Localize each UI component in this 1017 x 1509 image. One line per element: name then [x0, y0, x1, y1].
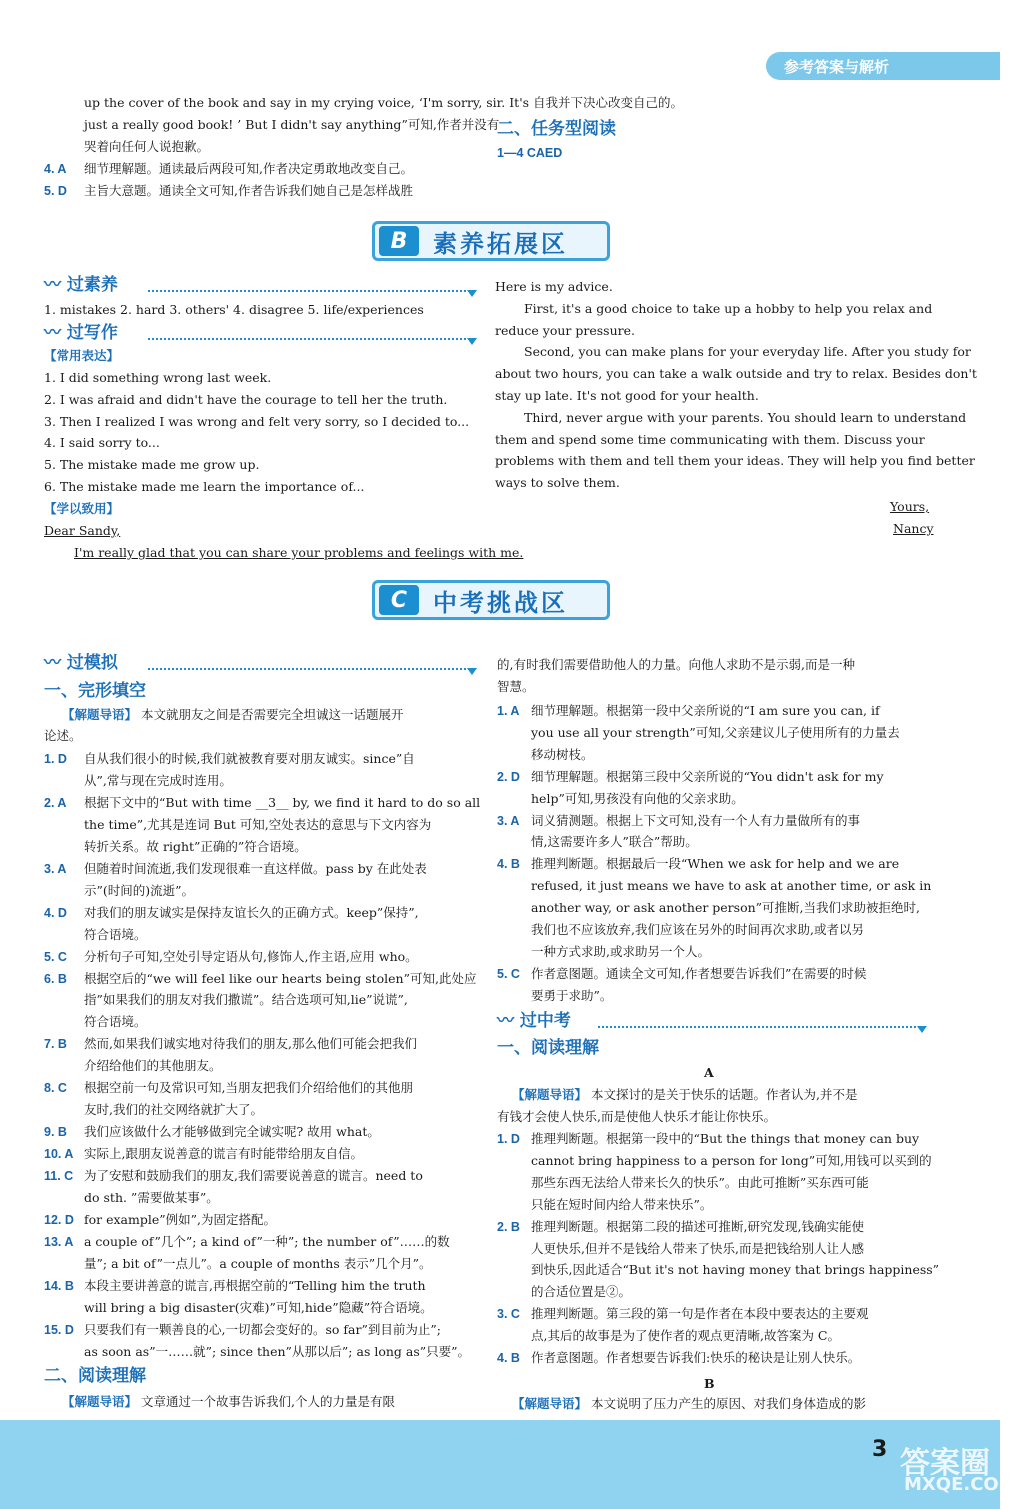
letter-line: reduce your pressure.	[495, 322, 635, 338]
guide-b: 【解题导语】 本文说明了压力产生的原因、对我们身体造成的影	[512, 1396, 867, 1411]
letter-closing: Yours,	[890, 499, 930, 514]
common-expression: 3. Then I realized I was wrong and felt very sorry, so I decided to...	[44, 413, 470, 429]
chevron-down-icon	[467, 338, 477, 345]
answer-line: 转折关系。故 right”正确的”符合语境。	[84, 838, 307, 854]
top-right-cont: 自我并下决心改变自己的。	[533, 95, 684, 110]
banner-c-letter: C	[379, 585, 419, 615]
answer-line: another way, or ask another person”可推断,当我们求助被拒绝时,	[531, 900, 920, 916]
answer-line: the time”,尤其是连词 But 可知,空处表达的意思与下文内容为	[84, 816, 432, 832]
chevron-down-icon	[467, 668, 477, 675]
common-expression: 2. I was afraid and didn't have the courage to tell her the truth.	[44, 391, 448, 407]
answer-number: 6. B	[44, 971, 67, 986]
answer-line: 哭着向任何人说抱歉。	[84, 139, 210, 154]
divider	[148, 290, 474, 292]
section-reading-zk: 一、阅读理解	[497, 1038, 599, 1058]
answer-number: 3. A	[497, 813, 520, 828]
answer-line: 我们应该做什么才能够做到完全诚实呢? 故用 what。	[84, 1124, 380, 1140]
letter-line: about two hours, you can take a walk outside and try to relax. Besides don't	[495, 366, 977, 382]
answer-line: 符合语境。	[84, 1014, 147, 1030]
letter-line: stay up late. It's not good for your health.	[495, 388, 759, 403]
guide-cloze-2: 论述。	[44, 728, 82, 743]
answer-line: a couple of”几个”; a kind of”一种”; the number of”……的数	[84, 1233, 450, 1249]
answer-number: 12. D	[44, 1212, 74, 1227]
answer-line: do sth. ”需要做某事”。	[84, 1190, 219, 1205]
answer-number: 5. D	[44, 184, 67, 198]
section-task-reading: 二、任务型阅读	[497, 119, 616, 139]
divider	[148, 668, 474, 670]
common-expression: 1. I did something wrong last week.	[44, 370, 272, 385]
answer-line: 细节理解题。根据第三段中父亲所说的“You didn't ask for my	[531, 768, 884, 784]
answer-line: 推理判断题。第三段的第一句是作者在本段中要表达的主要观	[531, 1306, 869, 1322]
watermark-url: MXQE.COM	[904, 1474, 1017, 1495]
watermark-logo: 答案圈	[900, 1446, 990, 1481]
answer-line: 移动树枝。	[531, 746, 594, 762]
part-b: B	[704, 1376, 715, 1391]
guo-xiezuo-title: 〰 过写作	[44, 323, 118, 343]
answer-line: will bring a big disaster(灾难)”可知,hide”隐藏”符合语境。	[84, 1299, 433, 1315]
letter-line: problems with them and tell them your ideas. They will help you find better	[495, 453, 975, 469]
section-cloze: 一、完形填空	[44, 681, 146, 701]
banner-c-text: 中考挑战区	[433, 588, 568, 617]
answer-line: just a really good book! ’ But I didn't say anything”可知,作者并没有	[84, 117, 500, 132]
guo-suyang-title: 〰 过素养	[44, 275, 118, 295]
answer-line: 只要我们有一颗善良的心,一切都会变好的。so far”到目前为止”;	[84, 1321, 441, 1337]
answer-line: cannot bring happiness to a person for long”可知,用钱可以买到的	[531, 1152, 932, 1168]
answer-number: 15. D	[44, 1322, 74, 1337]
answer-number: 2. B	[497, 1219, 520, 1234]
guide-cloze: 【解题导语】 本文就朋友之间是否需要完全坦诚这一话题展开	[62, 707, 404, 722]
answer-number: 9. B	[44, 1125, 67, 1140]
common-expression: 6. The mistake made me learn the importance of...	[44, 479, 365, 494]
page-number: 3	[872, 1437, 888, 1462]
letter-line: First, it's a good choice to take up a hobby to help you relax and	[524, 300, 933, 316]
letter-line: Second, you can make plans for your everyday life. After you study for	[524, 344, 971, 360]
suyang-answers: 1. mistakes 2. hard 3. others' 4. disagree 5. life/experiences	[44, 302, 424, 317]
answer-line: as soon as”一……就”; since then”从那以后”; as long as”只要”。	[84, 1343, 471, 1359]
banner-b-letter: B	[379, 226, 419, 256]
answer-number: 2. A	[44, 795, 67, 810]
answer-line: 推理判断题。根据第二段的描述可推断,研究发现,钱确实能使	[531, 1218, 864, 1234]
letter-salutation: Dear Sandy,	[44, 523, 121, 538]
answer-number: 5. C	[497, 966, 520, 981]
answer-line: 根据空后的“we will feel like our hearts being stolen”可知,此处应	[84, 970, 477, 986]
answer-line: 根据空前一句及常识可知,当朋友把我们介绍给他们的其他朋	[84, 1080, 413, 1096]
letter-first-line: I'm really glad that you can share your problems and feelings with me.	[74, 545, 524, 560]
answer-number: 5. C	[44, 949, 67, 964]
section-reading: 二、阅读理解	[44, 1366, 146, 1386]
guo-zhongkao-title: 〰 过中考	[497, 1011, 571, 1031]
header-tag: 参考答案与解析	[784, 58, 890, 76]
answer-number: 4. A	[44, 162, 67, 176]
letter-sign: Nancy	[893, 521, 934, 536]
tag-common-expr: 【常用表达】	[44, 348, 120, 363]
answer-line: 介绍给他们的其他朋友。	[84, 1058, 222, 1074]
header-tag-bar	[766, 52, 1000, 80]
answer-line: 符合语境。	[84, 926, 147, 942]
answer-line: 那些东西无法给人带来长久的快乐”。由此可推断”买东西可能	[531, 1174, 869, 1190]
answer-line: 友时,我们的社交网络就扩大了。	[84, 1102, 263, 1118]
answer-number: 4. B	[497, 857, 520, 872]
answer-line: 作者意图题。作者想要告诉我们:快乐的秘诀是让别人快乐。	[531, 1350, 861, 1365]
divider	[148, 338, 474, 340]
answer-number: 4. D	[44, 905, 67, 920]
answer-line: up the cover of the book and say in my crying voice, ‘I'm sorry, sir. It's	[84, 95, 530, 110]
answer-line: 点,其后的故事是为了使作者的观点更清晰,故答案为 C。	[531, 1328, 840, 1344]
answer-line: 推理判断题。根据最后一段“When we ask for help and we are	[531, 856, 900, 872]
letter-line: ways to solve them.	[495, 475, 620, 491]
answer-number: 14. B	[44, 1278, 74, 1293]
answer-line: 从”,常与现在完成时连用。	[84, 772, 232, 788]
answer-line: 实际上,跟朋友说善意的谎言有时能带给朋友自信。	[84, 1146, 363, 1162]
answer-line: refused, it just means we have to ask at another time, or ask in	[531, 878, 932, 894]
answer-number: 1. D	[497, 1132, 520, 1146]
guide-a: 【解题导语】 本文探讨的是关于快乐的话题。作者认为,并不是	[512, 1087, 858, 1102]
answer-line: 但随着时间流逝,我们发现很难一直这样做。pass by 在此处表	[84, 860, 427, 876]
answer-line: you use all your strength”可知,父亲建议儿子使用所有的力量去	[531, 724, 900, 740]
answer-line: 根据下文中的“But with time __3__ by, we find it hard to do so all	[84, 794, 481, 810]
answer-line: 情,这需要许多人”联合”帮助。	[531, 834, 698, 850]
answer-number: 13. A	[44, 1234, 74, 1249]
answer-number: 7. B	[44, 1037, 67, 1052]
answer-line: 的合适位置是②。	[531, 1284, 632, 1300]
chevron-down-icon	[917, 1026, 927, 1033]
answer-line: 然而,如果我们诚实地对待我们的朋友,那么他们可能会把我们	[84, 1036, 417, 1052]
guide-a-2: 有钱才会使人快乐,而是使他人快乐才能让你快乐。	[497, 1109, 776, 1124]
letter-line: them and spend some time communicating with them. Discuss your	[495, 431, 925, 447]
answer-line: 到快乐,因此适合“But it's not having money that brings happiness”	[531, 1262, 940, 1278]
answer-line: 我们也不应该放弃,我们应该在另外的时间再次求助,或者以另	[531, 922, 864, 937]
intro-line: 智慧。	[497, 679, 535, 694]
answer-line: 对我们的朋友诚实是保持友谊长久的正确方式。keep”保持”,	[84, 904, 419, 920]
answer-line: 作者意图题。通读全文可知,作者想要告诉我们”在需要的时候	[531, 965, 867, 981]
answer-line: for example”例如”,为固定搭配。	[84, 1211, 277, 1227]
guo-moni-title: 〰 过模拟	[44, 653, 118, 673]
answer-number: 3. C	[497, 1307, 520, 1322]
answer-line: 人更快乐,但并不是钱给人带来了快乐,而是把钱给别人让人感	[531, 1240, 864, 1256]
answer-number: 8. C	[44, 1081, 67, 1096]
answer-line: help”可知,男孩没有向他的父亲求助。	[531, 790, 744, 806]
answer-line: 本段主要讲善意的谎言,再根据空前的“Telling him the truth	[84, 1277, 426, 1293]
guide-reading: 【解题导语】 文章通过一个故事告诉我们,个人的力量是有限	[62, 1394, 395, 1409]
answer-line: 为了安慰和鼓励我们的朋友,我们需要说善意的谎言。need to	[84, 1168, 423, 1184]
banner-b-text: 素养拓展区	[433, 229, 568, 258]
answer-line: 示”(时间的)流逝”。	[84, 882, 195, 898]
answer-number: 11. C	[44, 1169, 74, 1184]
answer-line: 只能在短时间内给人带来快乐”。	[531, 1196, 713, 1212]
answer-number: 10. A	[44, 1147, 74, 1162]
answer-line: 指”如果我们的朋友对我们撒谎”。结合选项可知,lie”说谎”,	[84, 992, 408, 1008]
letter-line: Third, never argue with your parents. You should learn to understand	[524, 409, 967, 425]
common-expression: 5. The mistake made me grow up.	[44, 457, 260, 473]
footer-bar	[0, 1420, 1000, 1509]
tag-apply: 【学以致用】	[44, 501, 120, 516]
answer-line: 主旨大意题。通读全文可知,作者告诉我们她自己是怎样战胜	[84, 183, 413, 198]
answer-number: 4. B	[497, 1351, 520, 1365]
banner-c	[372, 580, 610, 620]
answer-number: 1. D	[44, 752, 67, 766]
answer-line: 词义猜测题。根据上下文可知,没有一个人有力量做所有的事	[531, 812, 860, 828]
answer-number: 2. D	[497, 769, 520, 784]
banner-b	[372, 221, 610, 261]
answer-line: 要勇于求助”。	[531, 987, 613, 1003]
part-a: A	[704, 1065, 714, 1080]
common-expression: 4. I said sorry to...	[44, 435, 160, 451]
task-reading-answer: 1—4 CAED	[497, 146, 563, 160]
divider	[598, 1026, 924, 1028]
intro-line: 的,有时我们需要借助他人的力量。向他人求助不是示弱,而是一种	[497, 657, 855, 672]
letter-line: Here is my advice.	[495, 279, 613, 294]
answer-line: 分析句子可知,空处引导定语从句,修饰人,作主语,应用 who。	[84, 948, 418, 964]
answer-line: 细节理解题。根据第一段中父亲所说的“I am sure you can, if	[531, 703, 880, 718]
answer-line: 一种方式求助,或求助另一个人。	[531, 943, 710, 959]
chevron-down-icon	[467, 290, 477, 297]
answer-line: 细节理解题。通读最后两段可知,作者决定勇敢地改变自己。	[84, 161, 413, 176]
answer-line: 推理判断题。根据第一段中的“But the things that money can buy	[531, 1131, 920, 1146]
answer-number: 1. A	[497, 704, 520, 718]
answer-number: 3. A	[44, 861, 67, 876]
answer-line: 量”; a bit of”一点儿”。a couple of months 表示”几个月”。	[84, 1255, 432, 1271]
answer-line: 自从我们很小的时候,我们就被教育要对朋友诚实。since”自	[84, 751, 415, 766]
